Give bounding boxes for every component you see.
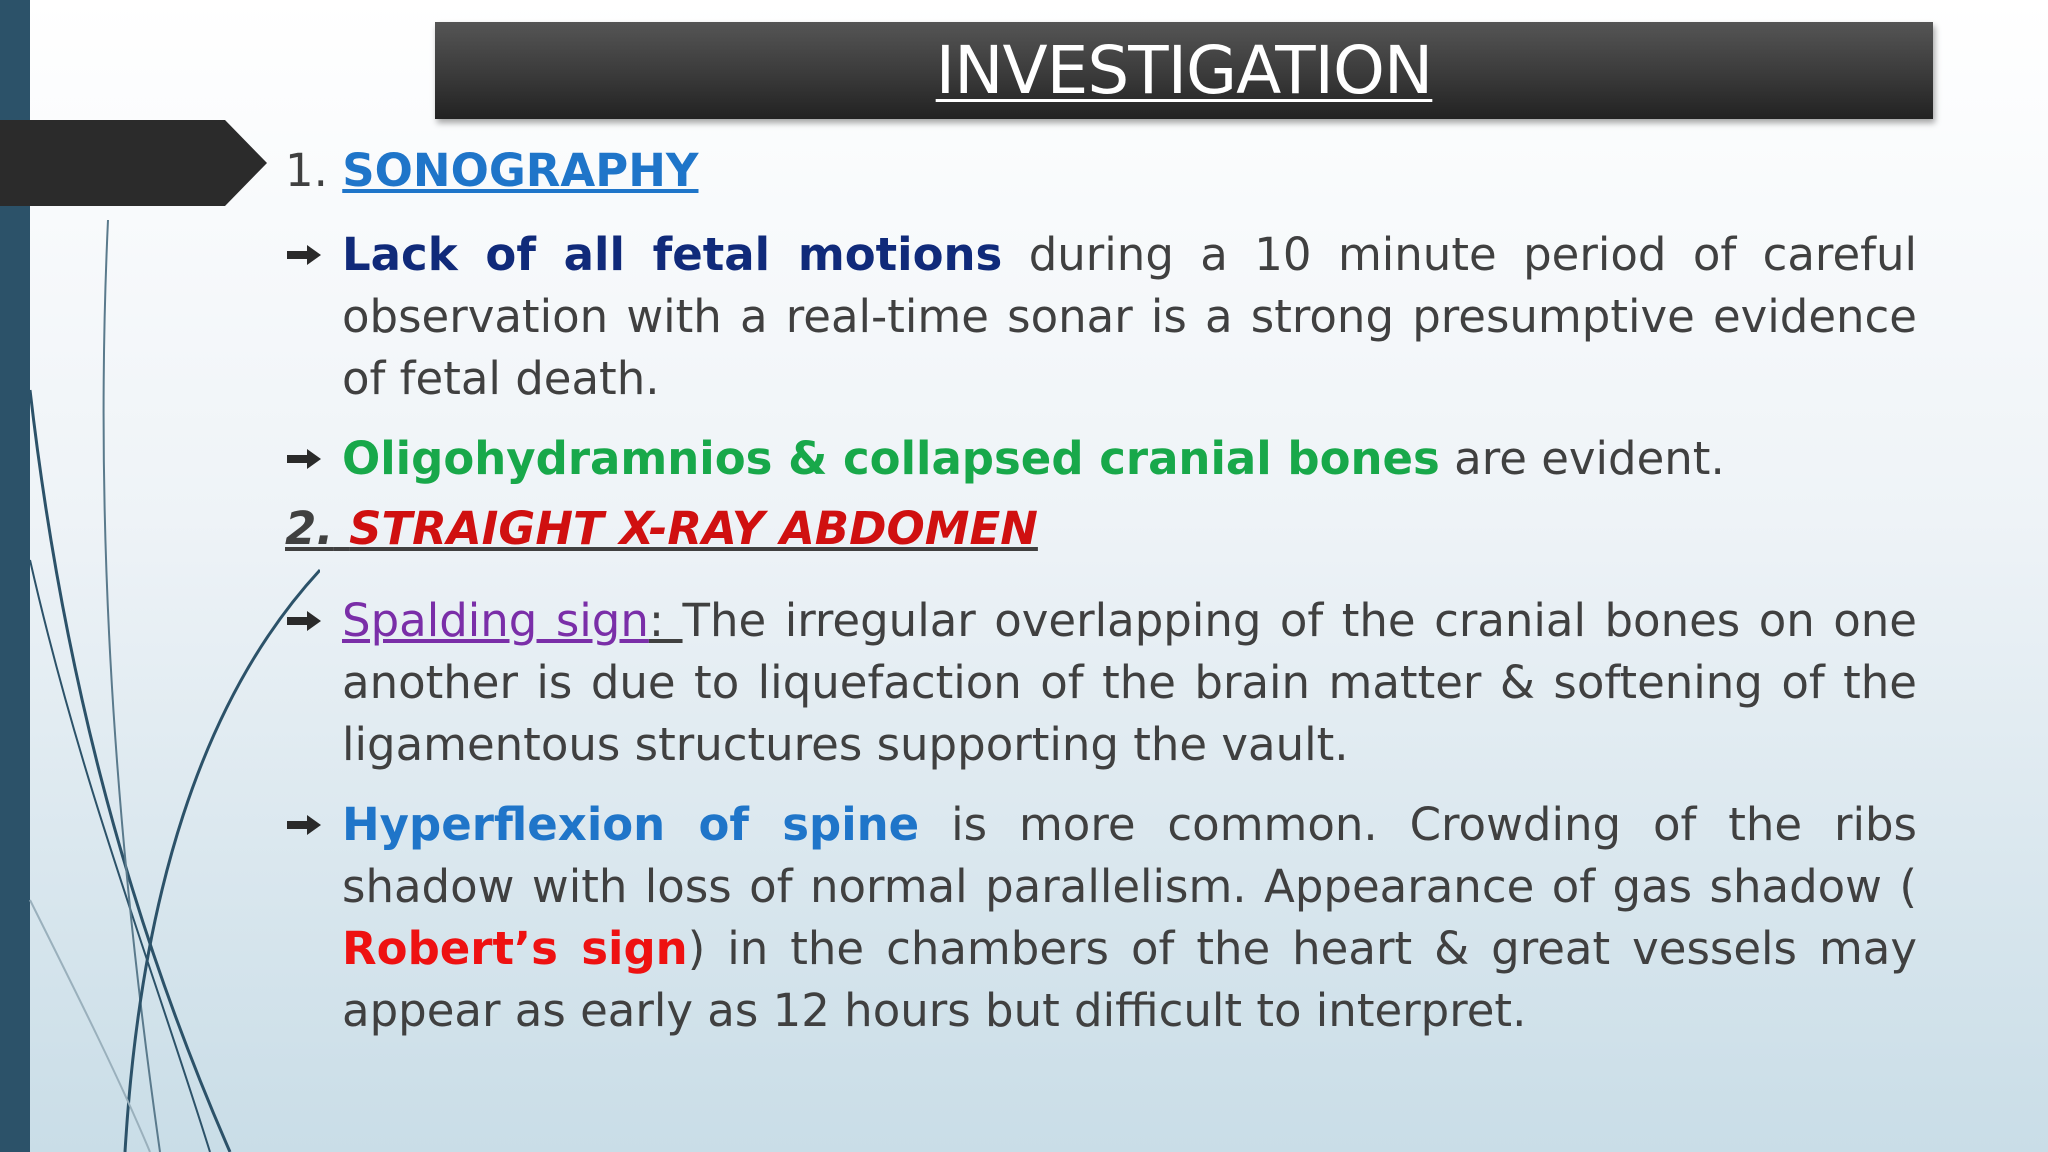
section-heading-sonography xyxy=(285,140,1917,206)
title-bar xyxy=(435,22,1933,119)
arrow-right-icon xyxy=(285,610,323,632)
slide-title: INVESTIGATION xyxy=(935,32,1433,109)
bullet-highlight: Hyperflexion of spine xyxy=(342,798,920,851)
arrow-right-icon xyxy=(285,814,323,836)
bullet-text: during a 10 minute period of careful observation with a real-time sonar is a strong presumptive evidence of fetal death. xyxy=(342,228,1917,405)
slide-content xyxy=(285,140,1917,1042)
arrow-tab-icon xyxy=(0,120,270,206)
bullet-text: are evident. xyxy=(1439,432,1725,485)
arrow-right-icon xyxy=(285,448,323,470)
bullet-highlight-secondary: Robert’s sign xyxy=(342,922,688,975)
bullet-highlight: Lack of all fetal motions xyxy=(342,228,1003,281)
bullet-item xyxy=(285,428,1917,490)
section-number: 2. xyxy=(285,502,334,555)
bullet-text: The irregular overlapping of the cranial bones on one another is due to liquefaction of the brain matter & softening of the ligamentous structures supporting the vault. xyxy=(342,594,1917,771)
section-heading-label: SONOGRAPHY xyxy=(342,144,699,197)
section-heading-label: STRAIGHT X-RAY ABDOMEN xyxy=(349,502,1038,555)
bullet-colon: : xyxy=(648,594,683,647)
bullet-highlight: Spalding sign xyxy=(342,594,649,647)
bullet-item xyxy=(285,794,1917,1042)
bullet-item xyxy=(285,224,1917,410)
arrow-right-icon xyxy=(285,244,323,266)
bullet-text: is more common. Crowding of the ribs shadow with loss of normal parallelism. Appearance of gas shadow ( xyxy=(342,798,1917,913)
bullet-text-continued: ) in the chambers of the heart & great vessels may appear as early as 12 hours but difficult to interpret. xyxy=(342,922,1917,1037)
bullet-item xyxy=(285,590,1917,776)
bullet-highlight: Oligohydramnios & collapsed cranial bones xyxy=(342,432,1440,485)
section-number: 1. xyxy=(285,144,328,197)
section-heading-xray xyxy=(285,498,1917,572)
